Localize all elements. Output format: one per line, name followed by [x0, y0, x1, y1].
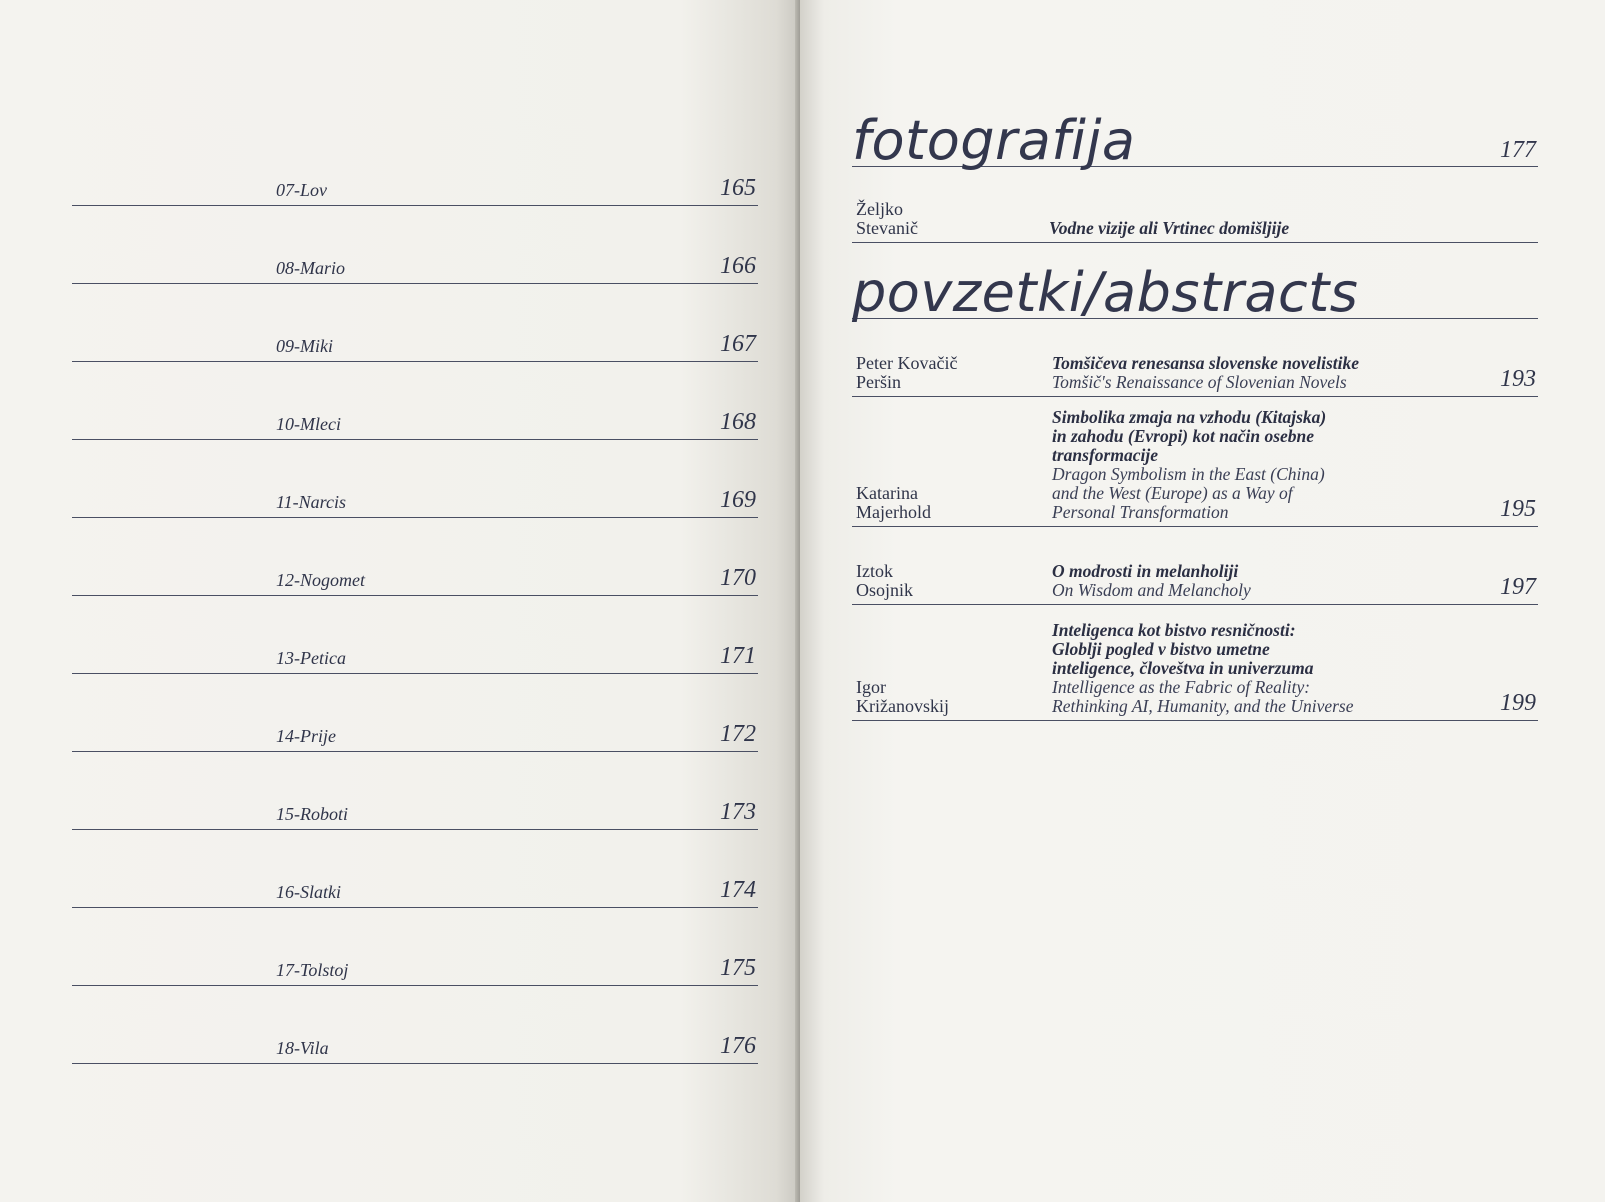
- title-line: Intelligence as the Fabric of Reality:: [1052, 677, 1311, 697]
- toc-entry-title: 09-Miki: [276, 336, 333, 356]
- toc-row: [72, 830, 758, 908]
- author-line: Osojnik: [856, 580, 914, 600]
- title-line: in zahodu (Evropi) kot način osebne: [1052, 426, 1315, 446]
- title-line: Globlji pogled v bistvo umetne: [1052, 639, 1270, 659]
- title-line: O modrosti in melanholiji: [1052, 561, 1239, 581]
- toc-entry-title: 18-Vila: [276, 1038, 329, 1058]
- toc-row: [72, 986, 758, 1064]
- section-heading-fotografija: [852, 109, 1538, 172]
- section-page-number: 177: [1500, 137, 1536, 163]
- author-line: Katarina: [856, 483, 918, 503]
- title-line: Tomšič's Renaissance of Slovenian Novels: [1052, 372, 1347, 392]
- entry-titles: [1052, 562, 1462, 600]
- toc-entry-page: 174: [720, 877, 756, 903]
- toc-entry-page: 168: [720, 409, 756, 435]
- toc-row: [72, 362, 758, 440]
- toc-entry-title: 11-Narcis: [276, 492, 346, 512]
- toc-row: [72, 128, 758, 206]
- toc-entry: [852, 318, 1538, 397]
- toc-entry-title: 08-Mario: [276, 258, 345, 278]
- toc-row: [72, 752, 758, 830]
- toc-entry-fotografija: [852, 166, 1538, 243]
- author-line: Igor: [856, 677, 886, 697]
- author-line: Iztok: [856, 561, 893, 581]
- toc-entry-title: 14-Prije: [276, 726, 336, 746]
- toc-entry-page: 165: [720, 175, 756, 201]
- author-line: Križanovskij: [856, 696, 949, 716]
- toc-entry-page: 175: [720, 955, 756, 981]
- slovenian-title: [1052, 562, 1462, 581]
- title-line: Dragon Symbolism in the East (China): [1052, 464, 1325, 484]
- toc-entry: [852, 526, 1538, 605]
- entry-author: [856, 354, 957, 392]
- left-page: [0, 0, 800, 1202]
- entry-title: [1049, 219, 1519, 238]
- toc-row: [72, 206, 758, 284]
- author-line: Peršin: [856, 372, 901, 392]
- toc-entry-title: 07-Lov: [276, 180, 327, 200]
- toc-row: [72, 674, 758, 752]
- entry-titles: [1049, 219, 1519, 238]
- title-line: Simbolika zmaja na vzhodu (Kitajska): [1052, 407, 1327, 427]
- toc-entry: [852, 604, 1538, 721]
- entry-page-number: 195: [1500, 496, 1536, 522]
- toc-row: [72, 908, 758, 986]
- toc-entry-page: 170: [720, 565, 756, 591]
- entry-titles: [1052, 354, 1462, 392]
- toc-entry-page: 172: [720, 721, 756, 747]
- entry-author: [856, 484, 931, 522]
- title-line: Vodne vizije ali Vrtinec domišljije: [1049, 218, 1290, 238]
- author-line: Željko: [856, 199, 903, 219]
- slovenian-title: [1052, 621, 1462, 678]
- toc-entry-title: 16-Slatki: [276, 882, 341, 902]
- entry-page-number: 197: [1500, 574, 1536, 600]
- entry-titles: [1052, 408, 1462, 522]
- toc-entry-title: 17-Tolstoj: [276, 960, 349, 980]
- title-line: On Wisdom and Melancholy: [1052, 580, 1251, 600]
- section-heading-povzetki: [852, 242, 1538, 324]
- toc-entry-title: 13-Petica: [276, 648, 346, 668]
- toc-entry-title: 12-Nogomet: [276, 570, 365, 590]
- toc-entry-title: 15-Roboti: [276, 804, 348, 824]
- author-line: Peter Kovačič: [856, 353, 958, 373]
- toc-entry-page: 171: [720, 643, 756, 669]
- toc-entry-page: 173: [720, 799, 756, 825]
- toc-entry-page: 167: [720, 331, 756, 357]
- author-line: Stevanič: [856, 218, 918, 238]
- left-toc-list: [72, 128, 758, 1064]
- entry-page-number: 199: [1500, 690, 1536, 716]
- english-title: [1052, 581, 1462, 600]
- toc-entry-page: 169: [720, 487, 756, 513]
- title-line: transformacije: [1052, 445, 1158, 465]
- title-line: Tomšičeva renesansa slovenske novelistike: [1052, 353, 1360, 373]
- section-title: povzetki/abstracts: [852, 261, 1359, 324]
- english-title: [1052, 373, 1462, 392]
- toc-row: [72, 440, 758, 518]
- section-title: fotografija: [852, 109, 1136, 172]
- title-line: Inteligenca kot bistvo resničnosti:: [1052, 620, 1296, 640]
- title-line: and the West (Europe) as a Way of: [1052, 483, 1293, 503]
- toc-entry-page: 166: [720, 253, 756, 279]
- entry-author: [856, 678, 949, 716]
- title-line: inteligence, človeštva in univerzuma: [1052, 658, 1314, 678]
- toc-entry-title: 10-Mleci: [276, 414, 341, 434]
- english-title: [1052, 678, 1462, 716]
- entry-author: [856, 562, 913, 600]
- entry-page-number: 193: [1500, 366, 1536, 392]
- slovenian-title: [1052, 408, 1462, 465]
- title-line: Personal Transformation: [1052, 502, 1229, 522]
- toc-entry-page: 176: [720, 1033, 756, 1059]
- slovenian-title: [1052, 354, 1462, 373]
- toc-entry: [852, 396, 1538, 527]
- title-line: Rethinking AI, Humanity, and the Universe: [1052, 696, 1354, 716]
- english-title: [1052, 465, 1462, 522]
- toc-row: [72, 284, 758, 362]
- toc-row: [72, 596, 758, 674]
- author-line: Majerhold: [856, 502, 931, 522]
- entry-author: [856, 200, 918, 238]
- toc-row: [72, 518, 758, 596]
- entry-titles: [1052, 621, 1462, 716]
